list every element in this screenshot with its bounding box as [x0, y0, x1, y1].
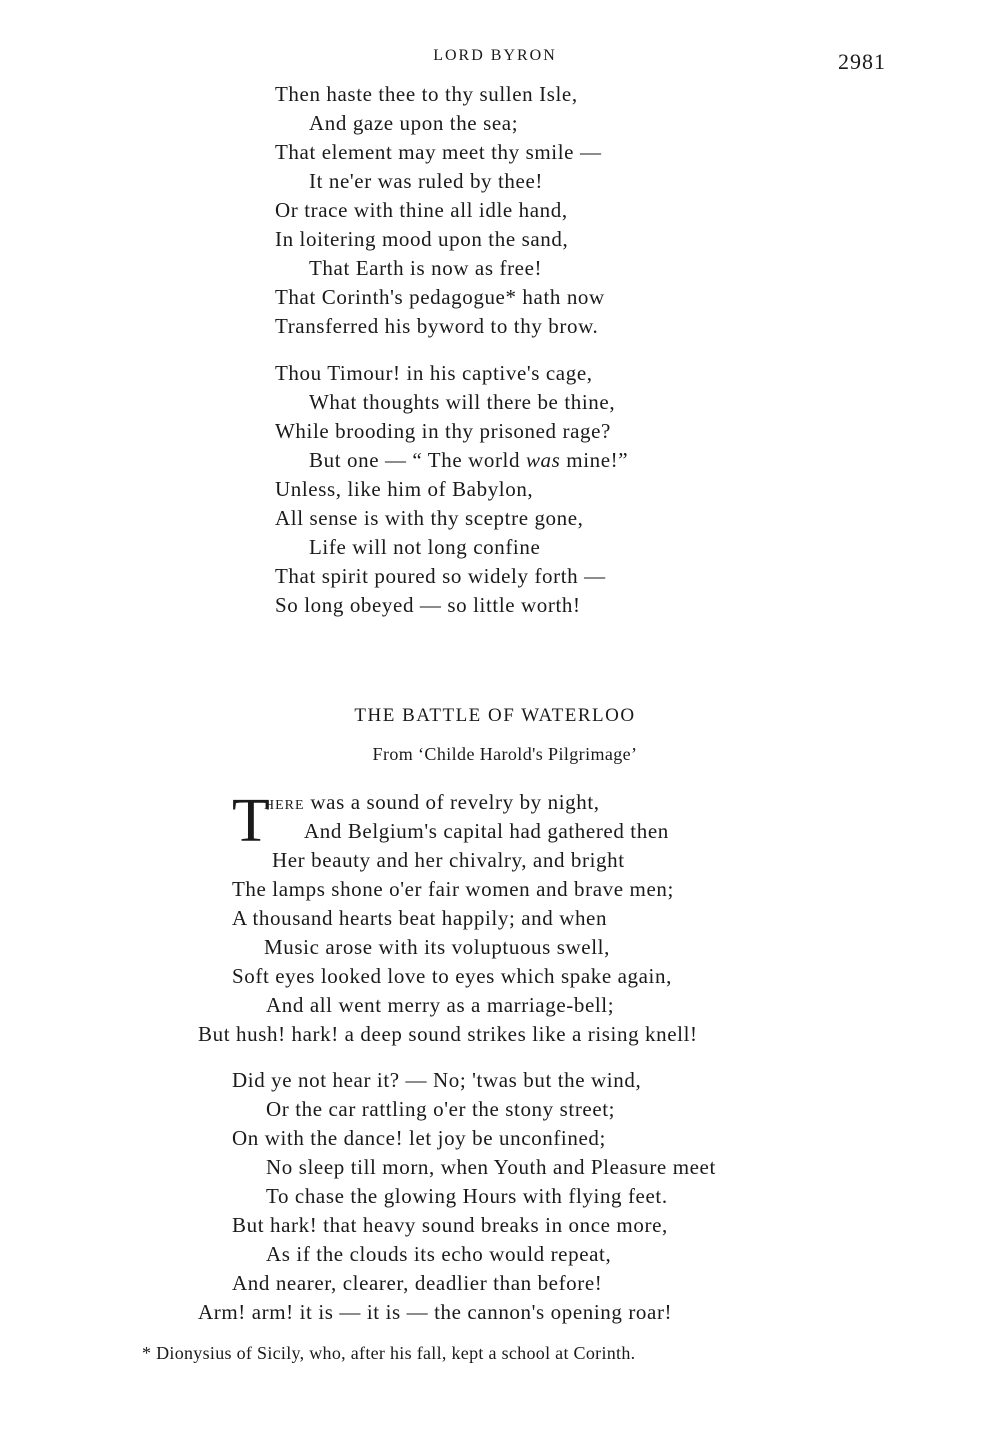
running-title: LORD BYRON: [433, 47, 557, 64]
verse-line: And Belgium's capital had gathered then: [304, 819, 669, 843]
poem2-stanza-1: [198, 788, 698, 1049]
verse-line: Her beauty and her chivalry, and bright: [272, 848, 625, 872]
verse-line: To chase the glowing Hours with flying feet.: [266, 1184, 668, 1208]
footnote: * Dionysius of Sicily, who, after his fall, kept a school at Corinth.: [142, 1343, 636, 1363]
verse-line: Life will not long confine: [309, 535, 541, 559]
verse-line: As if the clouds its echo would repeat,: [266, 1242, 612, 1266]
verse-line: Then haste thee to thy sullen Isle,: [275, 82, 578, 106]
emphasized-word: was: [525, 448, 561, 472]
verse-line: That spirit poured so widely forth —: [275, 564, 606, 588]
verse-line: But hark! that heavy sound breaks in once more,: [232, 1213, 668, 1237]
verse-line: No sleep till morn, when Youth and Pleasure meet: [266, 1155, 716, 1179]
verse-text: was a sound of revelry by night,: [304, 790, 600, 814]
page-number: 2981: [838, 49, 886, 74]
verse-line: The lamps shone o'er fair women and brave men;: [232, 877, 674, 901]
poem-subtitle: From ‘Childe Harold's Pilgrimage’: [372, 744, 638, 764]
verse-line: And nearer, clearer, deadlier than before!: [232, 1271, 603, 1295]
verse-line: On with the dance! let joy be unconfined;: [232, 1126, 606, 1150]
verse-line: Or the car rattling o'er the stony street;: [266, 1097, 616, 1121]
small-caps-word: HERE: [264, 798, 305, 813]
verse-line: All sense is with thy sceptre gone,: [275, 506, 584, 530]
verse-line: Arm! arm! it is — it is — the cannon's opening roar!: [198, 1300, 673, 1324]
verse-line: Did ye not hear it? — No; 'twas but the wind,: [232, 1068, 642, 1092]
verse-line: [232, 788, 698, 817]
verse-line: Unless, like him of Babylon,: [275, 477, 534, 501]
verse-line: While brooding in thy prisoned rage?: [275, 419, 611, 443]
drop-cap: T: [232, 787, 270, 855]
verse-line: But hush! hark! a deep sound strikes like a rising knell!: [198, 1022, 698, 1046]
verse-line: That Earth is now as free!: [309, 256, 543, 280]
verse-line: What thoughts will there be thine,: [309, 390, 616, 414]
verse-text: mine!”: [560, 448, 629, 472]
verse-line: And all went merry as a marriage-bell;: [266, 993, 615, 1017]
verse-line: And gaze upon the sea;: [309, 111, 519, 135]
poem-title: THE BATTLE OF WATERLOO: [354, 705, 636, 726]
poem1-stanza-2: [275, 359, 628, 620]
verse-line: That element may meet thy smile —: [275, 140, 602, 164]
verse-line: So long obeyed — so little worth!: [275, 593, 581, 617]
poem2-stanza-2: [198, 1066, 716, 1327]
verse-line: In loitering mood upon the sand,: [275, 227, 569, 251]
verse-line: A thousand hearts beat happily; and when: [232, 906, 608, 930]
verse-line: Thou Timour! in his captive's cage,: [275, 361, 593, 385]
verse-line: It ne'er was ruled by thee!: [309, 169, 543, 193]
verse-line: [275, 446, 628, 475]
poem1-stanza-1: [275, 80, 605, 341]
verse-line: Music arose with its voluptuous swell,: [264, 935, 610, 959]
verse-text: But one — “ The world: [309, 448, 526, 472]
verse-line: Soft eyes looked love to eyes which spake again,: [232, 964, 672, 988]
verse-line: Transferred his byword to thy brow.: [275, 314, 599, 338]
verse-line: Or trace with thine all idle hand,: [275, 198, 568, 222]
verse-line: That Corinth's pedagogue* hath now: [275, 285, 605, 309]
